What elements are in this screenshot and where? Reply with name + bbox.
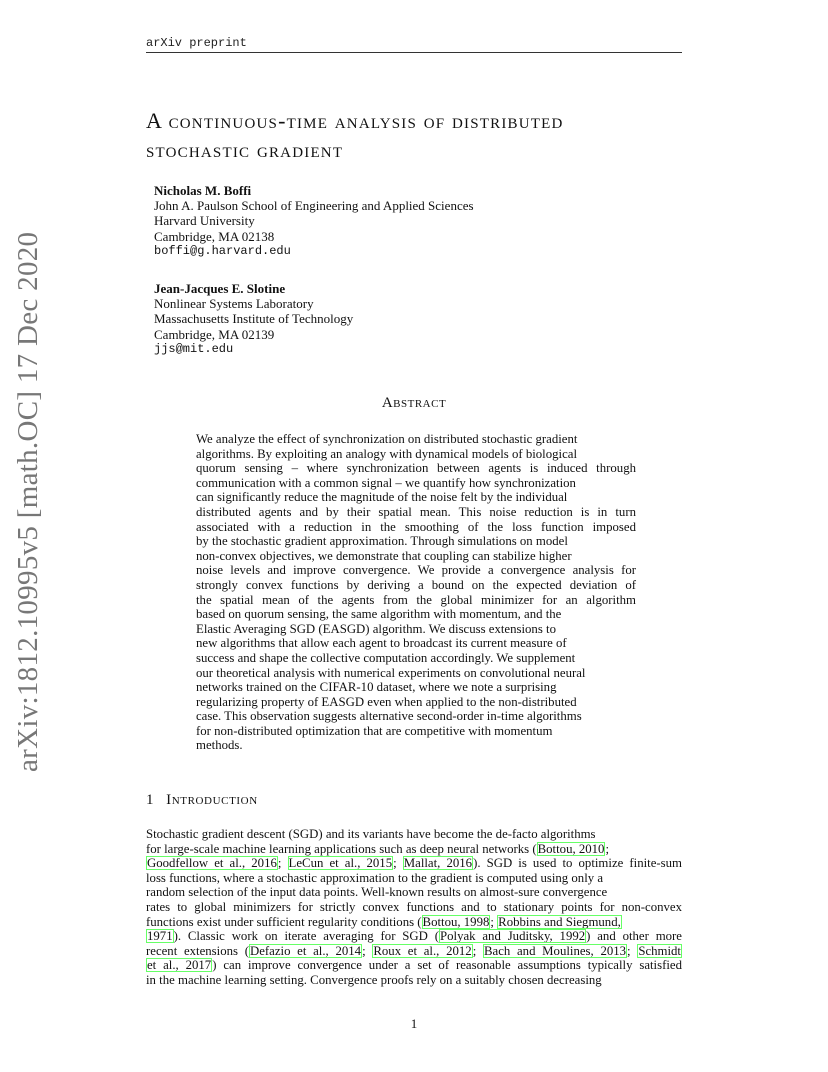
abstract-line: new algorithms that allow each agent to broadcast its current measure of bbox=[196, 636, 567, 651]
author-name: Jean-Jacques E. Slotine bbox=[154, 281, 286, 296]
citation-link[interactable]: Polyak and Juditsky, 1992 bbox=[440, 929, 586, 944]
body-text: ; bbox=[490, 914, 498, 929]
title-line-1: A continuous-time analysis of distributed bbox=[146, 108, 564, 133]
author-name: Nicholas M. Boffi bbox=[154, 183, 252, 198]
section-number: 1 bbox=[146, 792, 155, 808]
page-number: 1 bbox=[410, 1016, 418, 1031]
body-text: ; bbox=[605, 841, 610, 856]
header-rule bbox=[146, 52, 682, 53]
citation-link[interactable]: et al., 2017 bbox=[147, 958, 212, 973]
abstract-line: by the stochastic gradient approximation. Through simulations on model bbox=[196, 534, 568, 549]
body-line bbox=[146, 871, 686, 886]
author-affiliation-line: Harvard University bbox=[154, 213, 255, 229]
body-line bbox=[146, 944, 686, 959]
body-line bbox=[146, 827, 686, 842]
abstract-line: regularizing property of EASGD even when applied to the non-distributed bbox=[196, 694, 577, 709]
abstract-line: noise levels and improve convergence. We provide a convergence analysis for bbox=[196, 563, 636, 578]
body-text: functions exist under sufficient regularity conditions ( bbox=[146, 914, 422, 929]
body-line bbox=[146, 958, 686, 973]
author-affiliation-line: Cambridge, MA 02138 bbox=[154, 228, 275, 244]
citation-link[interactable]: Bach and Moulines, 2013 bbox=[483, 943, 627, 958]
abstract-line: associated with a reduction in the smoothing of the loss function imposed bbox=[196, 519, 636, 534]
author-block-1 bbox=[154, 183, 474, 259]
abstract-body bbox=[196, 432, 636, 753]
body-text: rates to global minimizers for strictly convex functions and to stationary points for non-convex bbox=[146, 899, 682, 914]
abstract-line: communication with a common signal – we quantify how synchronization bbox=[196, 475, 576, 490]
body-text: ) and other more bbox=[586, 929, 682, 944]
citation-link[interactable]: Goodfellow et al., 2016 bbox=[147, 856, 277, 871]
arxiv-side-stamp: arXiv:1812.10995v5 [math.OC] 17 Dec 2020 bbox=[12, 231, 44, 772]
body-line bbox=[146, 842, 686, 857]
body-line bbox=[146, 885, 686, 900]
author-affiliation-line: John A. Paulson School of Engineering and Applied Sciences bbox=[154, 198, 474, 214]
citation-link[interactable]: Robbins and Siegmund, bbox=[498, 914, 621, 929]
abstract-line: our theoretical analysis with numerical experiments on convolutional neural bbox=[196, 665, 586, 680]
body-text: ) can improve convergence under a set of reasonable assumptions typically satisfied bbox=[212, 958, 682, 973]
abstract-line: algorithms. By exploiting an analogy with dynamical models of biological bbox=[196, 446, 577, 461]
abstract-line: Elastic Averaging SGD (EASGD) algorithm. We discuss extensions to bbox=[196, 621, 556, 636]
body-line bbox=[146, 856, 686, 871]
citation-link[interactable]: Mallat, 2016 bbox=[403, 856, 473, 871]
abstract-line: success and shape the collective computation accordingly. We supplement bbox=[196, 650, 576, 665]
abstract-line: We analyze the effect of synchronization on distributed stochastic gradient bbox=[196, 432, 578, 446]
abstract-line: methods. bbox=[196, 738, 243, 753]
body-line bbox=[146, 900, 686, 915]
body-text: recent extensions ( bbox=[146, 943, 249, 958]
abstract-line: strongly convex functions by deriving a bound on the expected deviation of bbox=[196, 577, 636, 592]
body-text: ). Classic work on iterate averaging for SGD ( bbox=[173, 929, 439, 944]
citation-link[interactable]: LeCun et al., 2015 bbox=[288, 856, 393, 871]
citation-link[interactable]: Schmidt bbox=[638, 943, 681, 958]
abstract-heading: Abstract bbox=[381, 395, 447, 411]
author-affiliation-line: Nonlinear Systems Laboratory bbox=[154, 296, 314, 312]
citation-link[interactable]: Defazio et al., 2014 bbox=[249, 943, 362, 958]
body-line bbox=[146, 929, 686, 944]
author-email[interactable]: jjs@mit.edu bbox=[154, 341, 234, 356]
abstract-line: networks trained on the CIFAR-10 dataset, where we note a surprising bbox=[196, 680, 557, 695]
author-email[interactable]: boffi@g.harvard.edu bbox=[154, 243, 291, 258]
citation-link[interactable]: Bottou, 1998 bbox=[422, 914, 490, 929]
abstract-line: non-convex objectives, we demonstrate that coupling can stabilize higher bbox=[196, 548, 572, 563]
abstract-line: quorum sensing – where synchronization between agents is induced through bbox=[196, 461, 636, 476]
section-heading-introduction bbox=[146, 792, 258, 809]
body-text: for large-scale machine learning applications such as deep neural networks ( bbox=[146, 841, 537, 856]
section-title: Introduction bbox=[166, 792, 258, 808]
abstract-line: case. This observation suggests alternative second-order in-time algorithms bbox=[196, 709, 582, 724]
body-line bbox=[146, 973, 686, 988]
author-affiliation-line: Cambridge, MA 02139 bbox=[154, 326, 275, 342]
running-header: arXiv preprint bbox=[146, 36, 247, 50]
author-affiliation-line: Massachusetts Institute of Technology bbox=[154, 311, 354, 327]
body-text: ; bbox=[393, 856, 403, 871]
abstract-line: the spatial mean of the agents from the global minimizer for an algorithm bbox=[196, 592, 636, 607]
citation-link[interactable]: Bottou, 2010 bbox=[537, 841, 605, 856]
body-text: loss functions, where a stochastic approximation to the gradient is computed using only a bbox=[146, 870, 604, 885]
body-text: in the machine learning setting. Convergence proofs rely on a suitably chosen decreasing bbox=[146, 972, 602, 987]
citation-link[interactable]: 1971 bbox=[147, 929, 173, 944]
abstract-line: can significantly reduce the magnitude of the noise felt by the individual bbox=[196, 490, 568, 505]
body-text: ; bbox=[277, 856, 288, 871]
citation-link[interactable]: Roux et al., 2012 bbox=[373, 943, 472, 958]
body-text: ; bbox=[362, 943, 373, 958]
abstract-line: distributed agents and by their spatial mean. This noise reduction is in turn bbox=[196, 504, 636, 519]
body-line bbox=[146, 915, 686, 930]
body-text: Stochastic gradient descent (SGD) and its variants have become the de-facto algorithms bbox=[146, 827, 596, 841]
body-text: ). SGD is used to optimize finite-sum bbox=[473, 856, 682, 871]
abstract-line: for non-distributed optimization that are competitive with momentum bbox=[196, 723, 553, 738]
body-text: ; bbox=[472, 943, 483, 958]
body-text: ; bbox=[627, 943, 638, 958]
body-text: random selection of the input data points. Well-known results on almost-sure convergence bbox=[146, 885, 608, 900]
author-block-2 bbox=[154, 281, 353, 357]
paper-title bbox=[146, 106, 686, 164]
introduction-body bbox=[146, 827, 686, 988]
abstract-line: based on quorum sensing, the same algorithm with momentum, and the bbox=[196, 607, 562, 622]
title-line-2: stochastic gradient bbox=[146, 137, 344, 162]
